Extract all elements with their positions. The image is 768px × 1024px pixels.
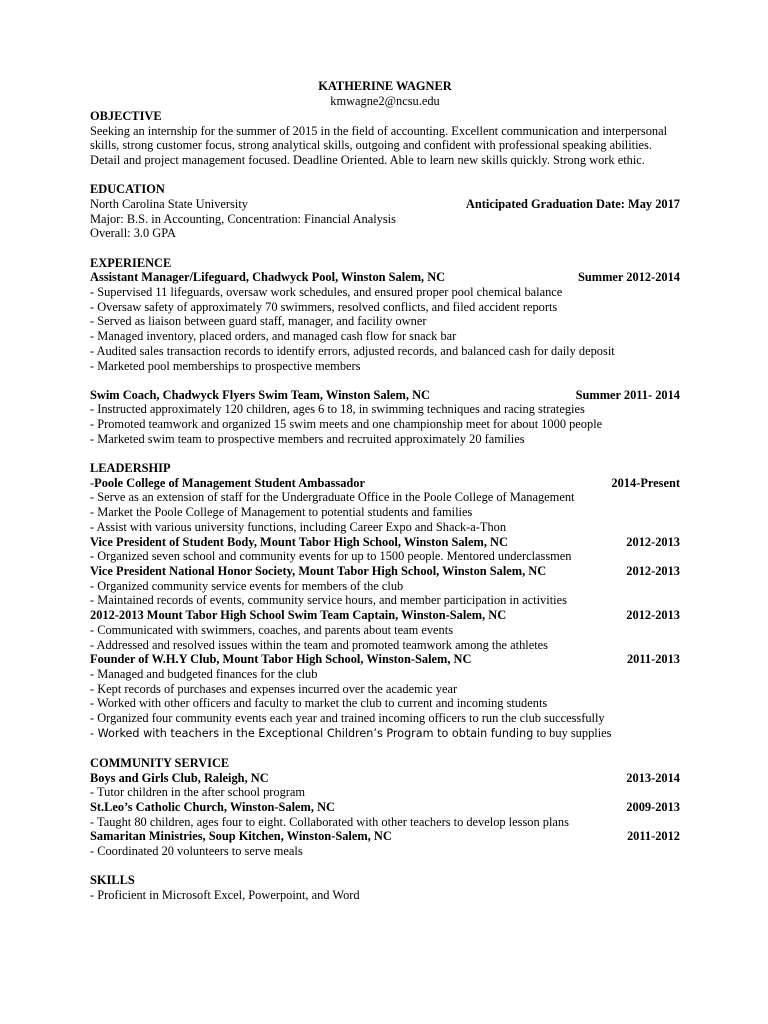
leadership-bullet-serif-part: to buy supplies — [533, 725, 612, 740]
objective-line: Detail and project management focused. Deadline Oriented. Able to learn new skills quickly. Strong work ethic. — [90, 153, 645, 168]
community-role: St.Leo’s Catholic Church, Winston-Salem, NC — [90, 800, 335, 815]
leadership-bullet: - Maintained records of events, community service hours, and member participation in activities — [90, 593, 567, 608]
leadership-header — [90, 608, 680, 623]
leadership-header — [90, 564, 680, 579]
job-bullet: - Managed inventory, placed orders, and managed cash flow for snack bar — [90, 329, 457, 344]
job-role: Swim Coach, Chadwyck Flyers Swim Team, Winston Salem, NC — [90, 387, 430, 402]
leadership-dates: 2012-2013 — [626, 608, 680, 623]
job-header — [90, 270, 680, 285]
leadership-bullet: - Assist with various university functions, including Career Expo and Shack-a-Thon — [90, 519, 507, 534]
job-bullet: - Marketed pool memberships to prospective members — [90, 358, 361, 373]
leadership-bullet: - Kept records of purchases and expenses incurred over the academic year — [90, 681, 458, 696]
leadership-bullet: - Worked with other officers and faculty to market the club to current and incoming students — [90, 696, 548, 711]
job-bullet: - Instructed approximately 120 children, ages 6 to 18, in swimming techniques and racing strategies — [90, 402, 585, 417]
job-bullet: - Oversaw safety of approximately 70 swimmers, resolved conflicts, and filed accident reports — [90, 299, 558, 314]
community-role: Samaritan Ministries, Soup Kitchen, Winston-Salem, NC — [90, 829, 392, 844]
candidate-name: KATHERINE WAGNER — [318, 79, 452, 93]
job-bullet: - Audited sales transaction records to identify errors, adjusted records, and balanced cash for daily deposit — [90, 343, 615, 358]
leadership-dates: 2012-2013 — [626, 563, 680, 578]
leadership-dates: 2014-Present — [611, 475, 680, 490]
community-role: Boys and Girls Club, Raleigh, NC — [90, 770, 269, 785]
community-bullet: - Coordinated 20 volunteers to serve meals — [90, 844, 303, 859]
leadership-bullet: - Addressed and resolved issues within the team and promoted teamwork among the athletes — [90, 637, 548, 652]
leadership-role: Poole College of Management Student Ambassador — [94, 475, 365, 490]
leadership-bullet-sans-part: - Worked with teachers in the Exceptional Children’s Program to obtain funding — [90, 726, 534, 740]
leadership-prefix: - — [90, 475, 95, 490]
candidate-email: kmwagne2@ncsu.edu — [330, 94, 440, 108]
resume-content — [90, 79, 680, 903]
leadership-bullet: - Managed and budgeted finances for the club — [90, 666, 318, 681]
community-header — [90, 800, 680, 815]
community-dates: 2011-2012 — [626, 829, 680, 844]
school-name: North Carolina State University — [90, 197, 248, 212]
community-header — [90, 829, 680, 844]
education-gpa: Overall: 3.0 GPA — [90, 226, 176, 241]
leadership-dates: 2012-2013 — [626, 534, 680, 549]
leadership-header — [90, 652, 680, 667]
job-bullet: - Promoted teamwork and organized 15 swim meets and one championship meet for about 1000 people — [90, 417, 603, 432]
leadership-role: Vice President of Student Body, Mount Tabor High School, Winston Salem, NC — [90, 534, 508, 549]
job-role: Assistant Manager/Lifeguard, Chadwyck Pool, Winston Salem, NC — [90, 270, 446, 285]
leadership-role: Vice President National Honor Society, Mount Tabor High School, Winston Salem, NC — [90, 563, 547, 578]
community-heading: COMMUNITY SERVICE — [90, 755, 230, 770]
leadership-bullet: - Serve as an extension of staff for the Undergraduate Office in the Poole College of Management — [90, 490, 575, 505]
objective-line: Seeking an internship for the summer of 2015 in the field of accounting. Excellent communication and interpersonal — [90, 123, 668, 138]
job-dates: Summer 2012-2014 — [578, 270, 680, 285]
education-heading: EDUCATION — [90, 182, 165, 197]
experience-heading: EXPERIENCE — [90, 255, 172, 270]
leadership-bullet: - Organized community service events for members of the club — [90, 578, 404, 593]
resume-header — [90, 79, 680, 109]
objective-heading: OBJECTIVE — [90, 109, 162, 123]
community-dates: 2009-2013 — [626, 800, 680, 815]
leadership-header — [90, 535, 680, 550]
education-major: Major: B.S. in Accounting, Concentration: Financial Analysis — [90, 211, 396, 226]
leadership-bullet: - Communicated with swimmers, coaches, and parents about team events — [90, 622, 454, 637]
leadership-dates: 2011-2013 — [626, 652, 680, 667]
leadership-role: 2012-2013 Mount Tabor High School Swim Team Captain, Winston-Salem, NC — [90, 608, 507, 623]
education-row — [90, 197, 680, 212]
leadership-heading: LEADERSHIP — [90, 461, 171, 476]
leadership-bullet: - Organized seven school and community events for up to 1500 people. Mentored underclassmen — [90, 549, 572, 564]
objective-line: skills, strong customer focus, strong analytical skills, outgoing and confident with professional speaking abilities. — [90, 138, 652, 153]
leadership-bullet — [90, 726, 680, 742]
leadership-role: Founder of W.H.Y Club, Mount Tabor High School, Winston-Salem, NC — [90, 652, 472, 667]
graduation-date: Anticipated Graduation Date: May 2017 — [465, 197, 680, 212]
leadership-bullet: - Organized four community events each year and trained incoming officers to run the club successfully — [90, 711, 605, 726]
community-bullet: - Taught 80 children, ages four to eight. Collaborated with other teachers to develop lesson plans — [90, 814, 569, 829]
leadership-bullet: - Market the Poole College of Management to potential students and families — [90, 505, 473, 520]
job-bullet: - Supervised 11 lifeguards, oversaw work schedules, and ensured proper pool chemical balance — [90, 285, 563, 300]
community-header — [90, 771, 680, 786]
community-bullet: - Tutor children in the after school program — [90, 785, 306, 800]
job-bullet: - Marketed swim team to prospective members and recruited approximately 20 families — [90, 431, 525, 446]
community-dates: 2013-2014 — [626, 770, 680, 785]
skills-heading: SKILLS — [90, 873, 135, 888]
job-dates: Summer 2011- 2014 — [575, 387, 680, 402]
job-header — [90, 388, 680, 403]
skills-line: - Proficient in Microsoft Excel, Powerpoint, and Word — [90, 888, 360, 903]
job-bullet: - Served as liaison between guard staff, manager, and facility owner — [90, 314, 427, 329]
leadership-header — [90, 476, 680, 491]
